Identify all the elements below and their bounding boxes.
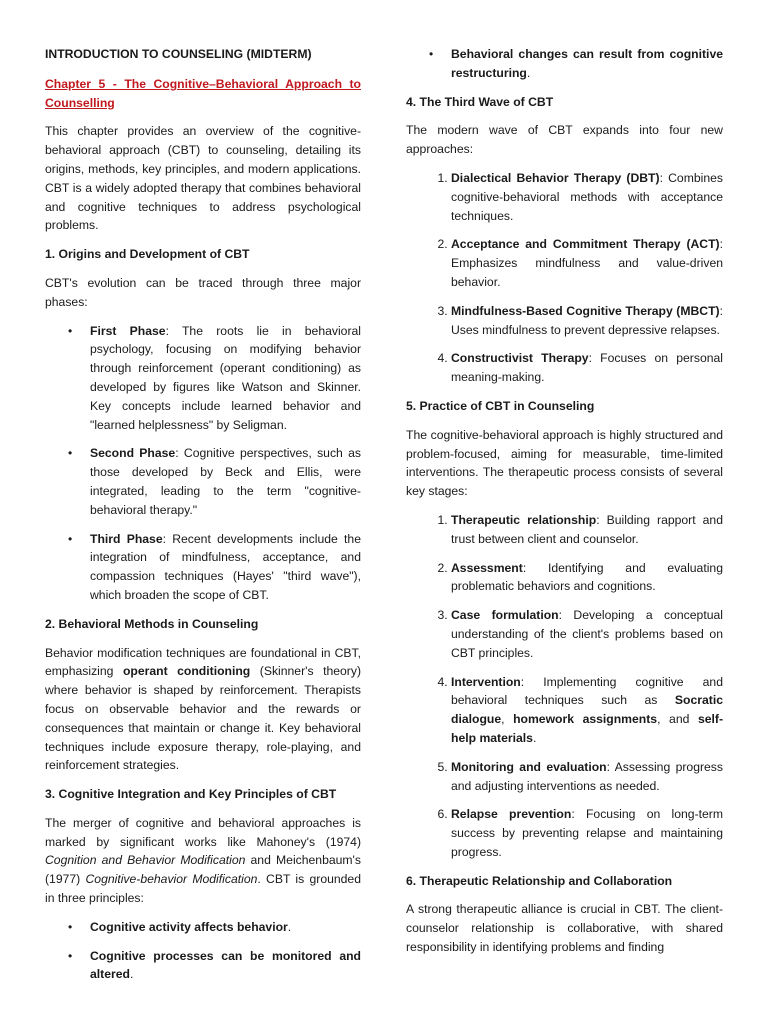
phase-text: : Recent developments include the integration of mindfulness, acceptance, and compassion techniques (Hayes' "third wave"), which broaden the scope of CBT. (90, 531, 361, 602)
approach-label: Mindfulness-Based Cognitive Therapy (MBCT) (451, 303, 720, 318)
text-run: . (532, 730, 537, 745)
principles-list (45, 918, 361, 984)
list-item (451, 349, 723, 387)
list-item (451, 758, 723, 796)
stage-text: : Implementing cognitive and behavioral techniques such as (451, 674, 723, 708)
book-title: Cognition and Behavior Modification (45, 853, 246, 868)
list-item (451, 805, 723, 861)
technique-label: homework assignments (513, 712, 658, 727)
stage-text: : Building rapport and trust between client and counselor. (451, 512, 723, 546)
text-run: , and (657, 712, 698, 727)
stage-label: Case formulation (451, 608, 559, 623)
list-item (451, 606, 723, 662)
section-6-lead: A strong therapeutic alliance is crucial in CBT. The client-counselor relationship is collaborative, with shared responsibility in identifying problems and finding (406, 902, 723, 955)
technique-label: Socratic dialogue (451, 693, 723, 727)
section-3-paragraph (45, 814, 361, 908)
phase-text: : Cognitive perspectives, such as those developed by Beck and Ellis, were integrated, leading to the term "cognitive-behavioral therapy." (90, 446, 361, 517)
principle-text: . (129, 967, 134, 982)
approach-text: : Combines cognitive-behavioral methods with acceptance techniques. (451, 170, 723, 223)
technique-label: self-help materials (451, 712, 724, 745)
text-run: The merger of cognitive and behavioral approaches is marked by significant works like Mahoney's (1974) (45, 815, 361, 849)
principle-label: Cognitive activity affects behavior (90, 919, 288, 934)
text-run: (Skinner's theory) where behavior is shaped by reinforcement. Therapists focus on observable behavior and the rewards or consequences that maintain or change it. Key behavioral techniques include exposure therapy, role-playing, and reinforcement strategies. (45, 664, 361, 773)
phase-label: First Phase (90, 323, 166, 338)
list-item (451, 559, 723, 597)
list-item (90, 947, 361, 985)
third-wave-list (406, 169, 723, 387)
text-run: . CBT is grounded in three principles: (45, 872, 361, 906)
principles-list-continued (406, 45, 723, 83)
section-4-lead: The modern wave of CBT expands into four new approaches: (406, 123, 723, 157)
document-title: INTRODUCTION TO COUNSELING (MIDTERM) (45, 47, 312, 61)
phases-list (45, 322, 361, 605)
list-item (451, 511, 723, 549)
left-column (45, 45, 361, 994)
principle-label: Cognitive processes can be monitored and altered (90, 948, 361, 982)
stage-text: : Assessing progress and adjusting interventions as needed. (451, 759, 723, 793)
section-3-heading: 3. Cognitive Integration and Key Principles of CBT (45, 787, 337, 802)
stages-list (406, 511, 723, 862)
phase-label: Second Phase (90, 446, 176, 461)
approach-text: : Uses mindfulness to prevent depressive relapses. (451, 303, 723, 337)
stage-text: : Developing a conceptual understanding of the client's problems based on CBT principles. (451, 608, 723, 660)
text-run: , (501, 712, 514, 727)
list-item (90, 530, 361, 605)
approach-label: Constructivist Therapy (451, 351, 589, 366)
stage-label: Intervention (451, 674, 521, 689)
phase-text: : The roots lie in behavioral psychology, focusing on modifying behavior through reinforcement (operant conditioning) as developed by figures like Watson and Skinner. Key concepts include learned behavior and "learned helplessness" by Seligman. (90, 323, 361, 432)
list-item (451, 45, 723, 83)
text-run: and Meichenbaum's (1977) (45, 853, 361, 887)
stage-label: Assessment (451, 560, 523, 575)
approach-text: : Emphasizes mindfulness and value-driven behavior. (451, 237, 723, 289)
text-bold: operant conditioning (122, 664, 251, 679)
approach-label: Dialectical Behavior Therapy (DBT) (451, 170, 660, 185)
section-5-heading: 5. Practice of CBT in Counseling (406, 398, 595, 413)
section-1-lead: CBT's evolution can be traced through three major phases: (45, 275, 361, 309)
section-2-paragraph (45, 644, 361, 776)
stage-label: Relapse prevention (451, 807, 572, 822)
stage-text: : Focusing on long-term success by preventing relapse and maintaining progress. (451, 807, 724, 859)
principle-label: Behavioral changes can result from cognitive restructuring (451, 47, 723, 80)
approach-text: : Focuses on personal meaning-making. (451, 351, 723, 385)
right-column (406, 45, 723, 967)
list-item (451, 235, 723, 291)
list-item (90, 918, 361, 937)
intro-paragraph: This chapter provides an overview of the cognitive-behavioral approach (CBT) to counseling, detailing its origins, methods, key principles, and modern applications. CBT is a widely adopted therapy that combines behavioral and cognitive techniques to address psychological problems. (45, 124, 361, 233)
list-item (90, 322, 361, 435)
stage-label: Therapeutic relationship (451, 512, 597, 527)
principle-text: . (526, 65, 531, 80)
principle-text: . (287, 919, 292, 934)
section-1-heading: 1. Origins and Development of CBT (45, 247, 250, 262)
stage-label: Monitoring and evaluation (451, 759, 607, 774)
list-item (451, 673, 723, 748)
phase-label: Third Phase (90, 531, 163, 546)
stage-text: : Identifying and evaluating problematic behaviors and cognitions. (451, 560, 723, 594)
section-2-heading: 2. Behavioral Methods in Counseling (45, 616, 259, 631)
text-run: Behavior modification techniques are foundational in CBT, emphasizing (45, 645, 361, 679)
chapter-title: Chapter 5 - The Cognitive–Behavioral Approach to Counselling (45, 76, 361, 110)
section-6-heading: 6. Therapeutic Relationship and Collaboration (406, 873, 673, 888)
section-4-heading: 4. The Third Wave of CBT (406, 94, 554, 109)
book-title: Cognitive-behavior Modification (85, 872, 258, 887)
list-item (451, 302, 723, 340)
list-item (90, 444, 361, 519)
approach-label: Acceptance and Commitment Therapy (ACT) (451, 237, 720, 252)
section-5-lead: The cognitive-behavioral approach is highly structured and problem-focused, aiming for measurable, time-limited interventions. The therapeutic process consists of several key stages: (406, 427, 723, 499)
list-item (451, 169, 723, 225)
